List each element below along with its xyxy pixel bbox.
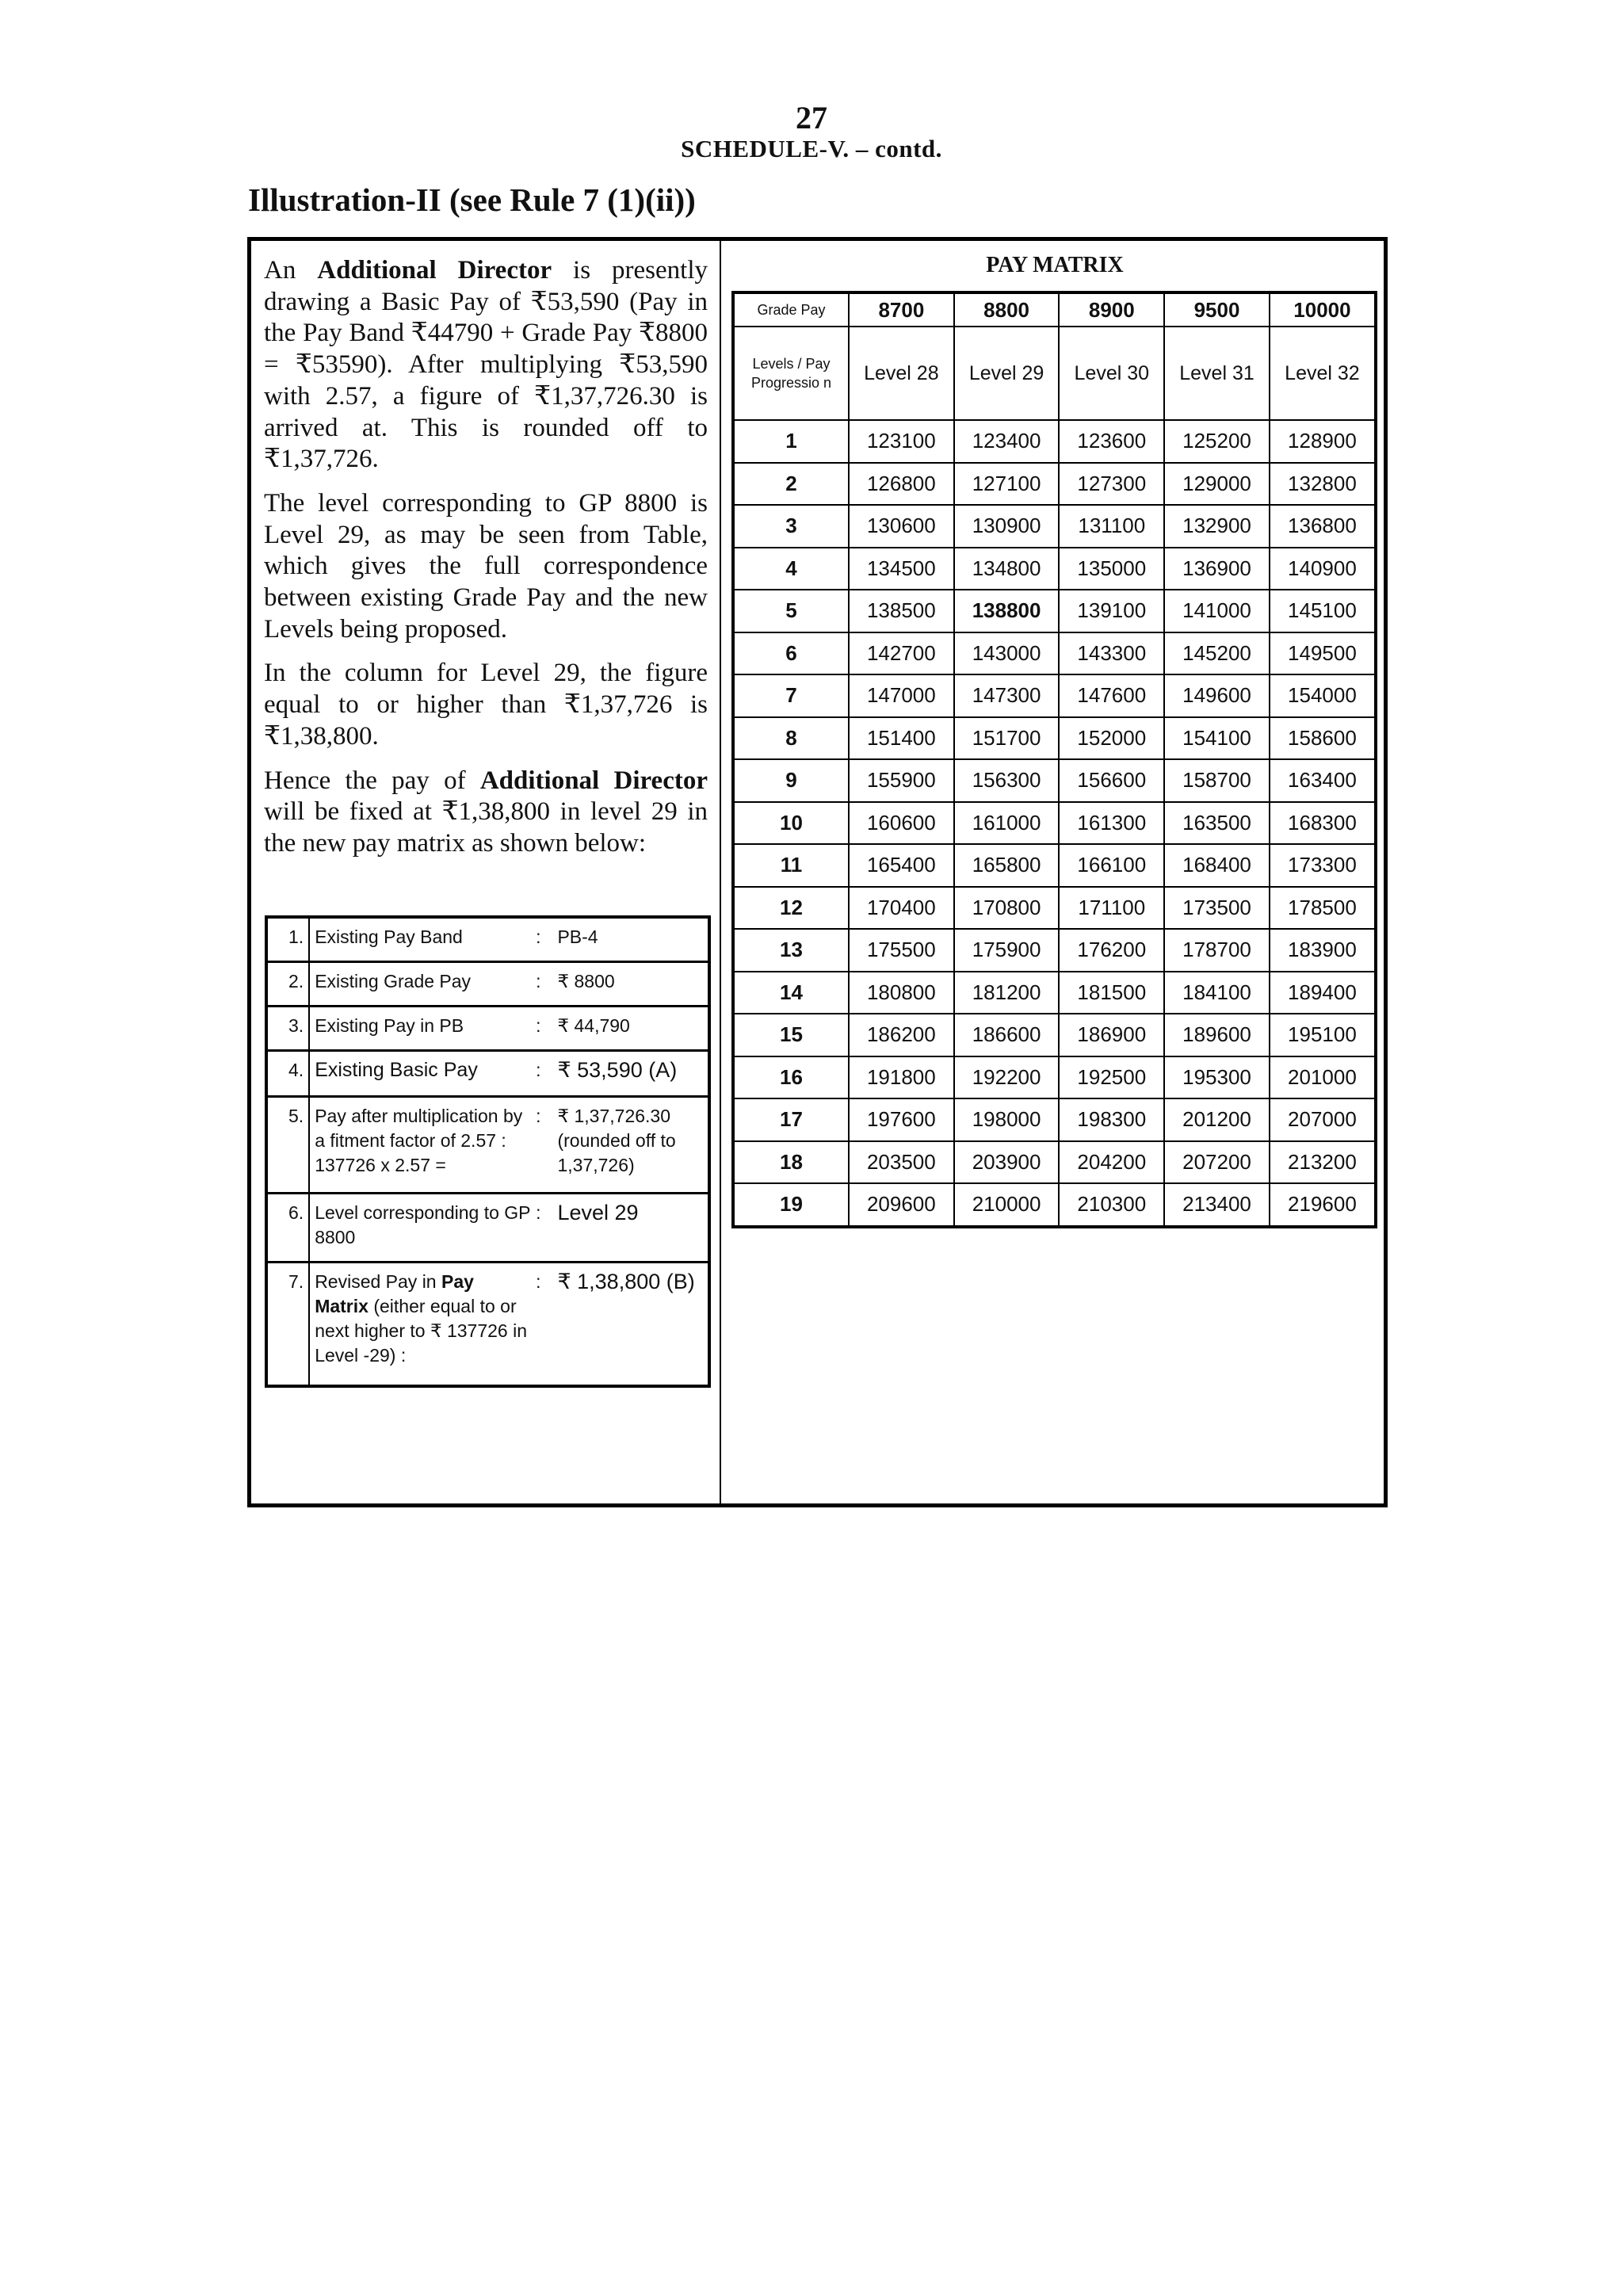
grade-pay-cell: 8700 xyxy=(849,292,954,327)
text-run: is presently drawing a Basic Pay of ₹53,590 (Pay in the Pay Band ₹44790 + Grade Pay ₹8800 = ₹53590). After multiplying ₹53,590 with 2.57, a figure of ₹1,37,726.30 is arrived at. This is rounded off to ₹1,37,726. xyxy=(264,256,708,474)
summary-row-label: Level corresponding to GP 8800 xyxy=(309,1193,536,1262)
pay-matrix-row xyxy=(733,1056,1376,1099)
pay-value-cell: 173500 xyxy=(1164,887,1270,930)
level-cell: Level 30 xyxy=(1059,327,1164,420)
level-cell: Level 31 xyxy=(1164,327,1270,420)
pay-value-cell: 158700 xyxy=(1164,759,1270,802)
text-run: will be fixed at ₹1,38,800 in level 29 in the new pay matrix as shown below: xyxy=(264,797,708,858)
pay-value-cell: 219600 xyxy=(1270,1183,1376,1227)
summary-row-value: ₹ 44,790 xyxy=(552,1006,709,1050)
grade-pay-cell: 8900 xyxy=(1059,292,1164,327)
pay-value-cell: 140900 xyxy=(1270,548,1376,590)
pay-matrix-row xyxy=(733,717,1376,760)
summary-row-label: Pay after multiplication by a fitment factor of 2.57 : 137726 x 2.57 = xyxy=(309,1096,536,1193)
pay-matrix-title: PAY MATRIX xyxy=(986,253,1124,277)
pay-fixation-summary-table xyxy=(265,915,711,1388)
summary-row-label: Existing Pay in PB xyxy=(309,1006,536,1050)
pay-step-cell: 7 xyxy=(733,674,849,717)
pay-value-cell: 213400 xyxy=(1164,1183,1270,1227)
grade-pay-label: Grade Pay xyxy=(733,292,849,327)
grade-pay-cell: 8800 xyxy=(954,292,1060,327)
pay-value-cell: 195300 xyxy=(1164,1056,1270,1099)
pay-step-cell: 15 xyxy=(733,1014,849,1056)
summary-row-number: 4. xyxy=(266,1050,309,1096)
summary-row xyxy=(266,1262,709,1386)
pay-value-cell: 123100 xyxy=(849,420,954,463)
summary-row xyxy=(266,1193,709,1262)
level-row xyxy=(733,327,1376,420)
pay-value-cell: 129000 xyxy=(1164,463,1270,506)
pay-value-cell: 152000 xyxy=(1059,717,1164,760)
summary-colon: : xyxy=(536,1193,552,1262)
pay-matrix-row xyxy=(733,1098,1376,1141)
pay-value-cell: 134800 xyxy=(954,548,1060,590)
pay-matrix-row xyxy=(733,887,1376,930)
text-run: Revised Pay in xyxy=(315,1270,441,1292)
pay-value-cell: 165800 xyxy=(954,844,1060,887)
summary-row-number: 2. xyxy=(266,961,309,1006)
summary-row-value: ₹ 53,590 (A) xyxy=(552,1050,709,1096)
pay-value-cell: 135000 xyxy=(1059,548,1164,590)
pay-matrix-bold: Pay Matrix xyxy=(315,1270,474,1316)
pay-value-cell: 126800 xyxy=(849,463,954,506)
pay-matrix-row xyxy=(733,505,1376,548)
pay-matrix-row xyxy=(733,674,1376,717)
pay-value-cell: 195100 xyxy=(1270,1014,1376,1056)
pay-value-cell: 143000 xyxy=(954,632,1060,675)
pay-value-cell: 210300 xyxy=(1059,1183,1164,1227)
level-cell: Level 29 xyxy=(954,327,1060,420)
summary-row xyxy=(266,917,709,961)
pay-value-cell: 158600 xyxy=(1270,717,1376,760)
pay-matrix-row xyxy=(733,1183,1376,1227)
pay-value-cell: 168400 xyxy=(1164,844,1270,887)
grade-pay-cell: 10000 xyxy=(1270,292,1376,327)
pay-value-cell: 186200 xyxy=(849,1014,954,1056)
pay-matrix-row xyxy=(733,1141,1376,1184)
designation-bold: Additional Director xyxy=(317,256,552,285)
pay-step-cell: 5 xyxy=(733,590,849,632)
pay-step-cell: 18 xyxy=(733,1141,849,1184)
pay-value-cell: 181500 xyxy=(1059,972,1164,1014)
pay-value-cell: 201200 xyxy=(1164,1098,1270,1141)
pay-matrix-row xyxy=(733,420,1376,463)
grade-pay-cell: 9500 xyxy=(1164,292,1270,327)
pay-value-cell: 132900 xyxy=(1164,505,1270,548)
pay-value-cell: 160600 xyxy=(849,802,954,845)
pay-value-cell: 127100 xyxy=(954,463,1060,506)
pay-value-cell: 192500 xyxy=(1059,1056,1164,1099)
pay-value-cell: 183900 xyxy=(1270,929,1376,972)
pay-value-cell: 141000 xyxy=(1164,590,1270,632)
explanation-paragraph-3: In the column for Level 29, the figure equal to or higher than ₹1,37,726 is ₹1,38,800. xyxy=(264,659,708,751)
pay-matrix-table xyxy=(731,291,1377,1228)
explanation-text xyxy=(264,255,708,873)
pay-matrix-row xyxy=(733,802,1376,845)
pay-value-cell: 178500 xyxy=(1270,887,1376,930)
illustration-title: Illustration-II (see Rule 7 (1)(ii)) xyxy=(248,181,696,218)
summary-colon: : xyxy=(536,1050,552,1096)
summary-colon: : xyxy=(536,917,552,961)
pay-value-cell: 161000 xyxy=(954,802,1060,845)
pay-value-cell: 175900 xyxy=(954,929,1060,972)
pay-matrix-row xyxy=(733,759,1376,802)
grade-pay-row xyxy=(733,292,1376,327)
pay-value-cell: 155900 xyxy=(849,759,954,802)
levels-label: Levels / Pay Progressio n xyxy=(733,327,849,420)
pay-step-cell: 16 xyxy=(733,1056,849,1099)
explanation-paragraph-4 xyxy=(264,766,708,860)
pay-value-cell: 151700 xyxy=(954,717,1060,760)
pay-value-cell: 127300 xyxy=(1059,463,1164,506)
pay-value-cell: 136900 xyxy=(1164,548,1270,590)
page-number: 27 xyxy=(796,100,827,136)
pay-value-cell: 186900 xyxy=(1059,1014,1164,1056)
pay-matrix-row xyxy=(733,1014,1376,1056)
pay-value-cell: 136800 xyxy=(1270,505,1376,548)
summary-row-value: ₹ 1,37,726.30 (rounded off to 1,37,726) xyxy=(552,1096,709,1193)
pay-value-cell: 138500 xyxy=(849,590,954,632)
pay-value-cell: 156300 xyxy=(954,759,1060,802)
pay-value-cell: 171100 xyxy=(1059,887,1164,930)
pay-step-cell: 17 xyxy=(733,1098,849,1141)
pay-value-cell: 147600 xyxy=(1059,674,1164,717)
designation-bold: Additional Director xyxy=(479,766,708,795)
pay-step-cell: 10 xyxy=(733,802,849,845)
pay-value-cell: 198300 xyxy=(1059,1098,1164,1141)
text-run: Hence the pay of xyxy=(264,766,480,795)
pay-value-cell: 151400 xyxy=(849,717,954,760)
pay-step-cell: 11 xyxy=(733,844,849,887)
pay-value-cell: 203900 xyxy=(954,1141,1060,1184)
pay-value-cell: 145100 xyxy=(1270,590,1376,632)
level-cell: Level 32 xyxy=(1270,327,1376,420)
summary-row-number: 1. xyxy=(266,917,309,961)
text-run: (either equal to or next higher to ₹ 137726 in Level -29) : xyxy=(315,1295,528,1366)
pay-value-cell: 197600 xyxy=(849,1098,954,1141)
pay-value-cell: 166100 xyxy=(1059,844,1164,887)
summary-row-value: ₹ 8800 xyxy=(552,961,709,1006)
pay-value-cell: 139100 xyxy=(1059,590,1164,632)
pay-value-cell: 175500 xyxy=(849,929,954,972)
frame-divider xyxy=(720,241,721,1503)
summary-row-number: 6. xyxy=(266,1193,309,1262)
summary-row-value: Level 29 xyxy=(552,1193,709,1262)
pay-step-cell: 8 xyxy=(733,717,849,760)
pay-value-cell: 165400 xyxy=(849,844,954,887)
pay-value-cell: 149500 xyxy=(1270,632,1376,675)
pay-value-cell: 125200 xyxy=(1164,420,1270,463)
pay-matrix-row xyxy=(733,844,1376,887)
summary-row-label: Existing Basic Pay xyxy=(309,1050,536,1096)
pay-value-cell: 156600 xyxy=(1059,759,1164,802)
pay-matrix-row xyxy=(733,548,1376,590)
pay-value-cell: 154000 xyxy=(1270,674,1376,717)
level-cell: Level 28 xyxy=(849,327,954,420)
text-run: An xyxy=(264,256,318,285)
summary-row-label xyxy=(309,1262,536,1386)
summary-colon: : xyxy=(536,1262,552,1386)
pay-matrix-row xyxy=(733,632,1376,675)
pay-value-cell: 147300 xyxy=(954,674,1060,717)
pay-step-cell: 9 xyxy=(733,759,849,802)
summary-row-number: 7. xyxy=(266,1262,309,1386)
pay-value-cell: 186600 xyxy=(954,1014,1060,1056)
pay-matrix-row xyxy=(733,972,1376,1014)
pay-value-cell: 192200 xyxy=(954,1056,1060,1099)
summary-row-label: Existing Grade Pay xyxy=(309,961,536,1006)
pay-value-cell: 161300 xyxy=(1059,802,1164,845)
pay-value-cell: 138800 xyxy=(954,590,1060,632)
pay-value-cell: 123400 xyxy=(954,420,1060,463)
pay-value-cell: 154100 xyxy=(1164,717,1270,760)
pay-step-cell: 19 xyxy=(733,1183,849,1227)
pay-step-cell: 4 xyxy=(733,548,849,590)
summary-colon: : xyxy=(536,1006,552,1050)
pay-value-cell: 170800 xyxy=(954,887,1060,930)
pay-value-cell: 189400 xyxy=(1270,972,1376,1014)
pay-value-cell: 181200 xyxy=(954,972,1060,1014)
pay-value-cell: 163500 xyxy=(1164,802,1270,845)
pay-value-cell: 143300 xyxy=(1059,632,1164,675)
pay-step-cell: 1 xyxy=(733,420,849,463)
summary-row-number: 3. xyxy=(266,1006,309,1050)
summary-row-value: PB-4 xyxy=(552,917,709,961)
pay-value-cell: 184100 xyxy=(1164,972,1270,1014)
pay-step-cell: 2 xyxy=(733,463,849,506)
pay-step-cell: 3 xyxy=(733,505,849,548)
summary-row xyxy=(266,1096,709,1193)
pay-value-cell: 128900 xyxy=(1270,420,1376,463)
pay-step-cell: 14 xyxy=(733,972,849,1014)
pay-value-cell: 173300 xyxy=(1270,844,1376,887)
schedule-heading: SCHEDULE-V. – contd. xyxy=(681,135,942,162)
summary-row xyxy=(266,961,709,1006)
pay-step-cell: 13 xyxy=(733,929,849,972)
pay-value-cell: 198000 xyxy=(954,1098,1060,1141)
explanation-paragraph-2: The level corresponding to GP 8800 is Level 29, as may be seen from Table, which gives the full correspondence between existing Grade Pay and the new Levels being proposed. xyxy=(264,488,708,644)
pay-value-cell: 134500 xyxy=(849,548,954,590)
pay-value-cell: 189600 xyxy=(1164,1014,1270,1056)
pay-matrix-row xyxy=(733,929,1376,972)
pay-step-cell: 6 xyxy=(733,632,849,675)
pay-value-cell: 204200 xyxy=(1059,1141,1164,1184)
pay-value-cell: 201000 xyxy=(1270,1056,1376,1099)
pay-matrix-row xyxy=(733,463,1376,506)
pay-value-cell: 210000 xyxy=(954,1183,1060,1227)
pay-value-cell: 180800 xyxy=(849,972,954,1014)
pay-value-cell: 203500 xyxy=(849,1141,954,1184)
pay-value-cell: 131100 xyxy=(1059,505,1164,548)
pay-value-cell: 149600 xyxy=(1164,674,1270,717)
pay-value-cell: 130900 xyxy=(954,505,1060,548)
explanation-paragraph-1 xyxy=(264,255,708,476)
summary-row-number: 5. xyxy=(266,1096,309,1193)
pay-value-cell: 142700 xyxy=(849,632,954,675)
summary-row-label: Existing Pay Band xyxy=(309,917,536,961)
summary-row xyxy=(266,1006,709,1050)
pay-value-cell: 213200 xyxy=(1270,1141,1376,1184)
pay-value-cell: 207000 xyxy=(1270,1098,1376,1141)
pay-value-cell: 145200 xyxy=(1164,632,1270,675)
pay-value-cell: 176200 xyxy=(1059,929,1164,972)
pay-value-cell: 207200 xyxy=(1164,1141,1270,1184)
summary-colon: : xyxy=(536,1096,552,1193)
pay-value-cell: 209600 xyxy=(849,1183,954,1227)
summary-colon: : xyxy=(536,961,552,1006)
pay-value-cell: 191800 xyxy=(849,1056,954,1099)
pay-matrix-row xyxy=(733,590,1376,632)
pay-value-cell: 170400 xyxy=(849,887,954,930)
summary-row xyxy=(266,1050,709,1096)
pay-value-cell: 178700 xyxy=(1164,929,1270,972)
pay-step-cell: 12 xyxy=(733,887,849,930)
pay-value-cell: 132800 xyxy=(1270,463,1376,506)
pay-value-cell: 123600 xyxy=(1059,420,1164,463)
pay-matrix-body xyxy=(733,292,1376,1227)
pay-value-cell: 130600 xyxy=(849,505,954,548)
pay-value-cell: 163400 xyxy=(1270,759,1376,802)
summary-row-value: ₹ 1,38,800 (B) xyxy=(552,1262,709,1386)
pay-value-cell: 147000 xyxy=(849,674,954,717)
pay-value-cell: 168300 xyxy=(1270,802,1376,845)
